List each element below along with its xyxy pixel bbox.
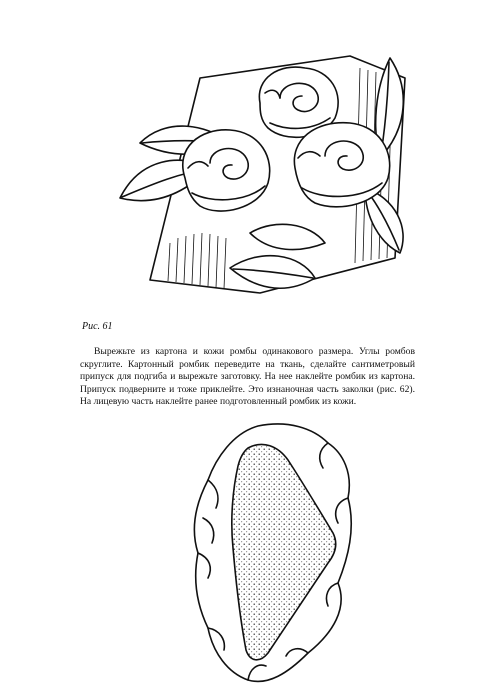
rhombus-clip-illustration [188,418,358,690]
roses-illustration [110,48,420,320]
figure-61-caption: Рис. 61 [82,321,113,332]
instructions-paragraph: Вырежьте из картона и кожи ромбы одинакового размера. Углы ромбов скруглите. Картонный ромбик переведите на ткань, сделайте сантиметровый припуск для подгиба и вырежьте заготовку. На нее наклейте ромбик из картона. Припуск подверните и тоже приклейте. Это изнаночная часть заколки (рис. 62). На лицевую часть наклейте ранее подготовленный ромбик из кожи. [80,346,415,408]
rose-left [183,130,270,211]
rose-right [294,123,389,207]
